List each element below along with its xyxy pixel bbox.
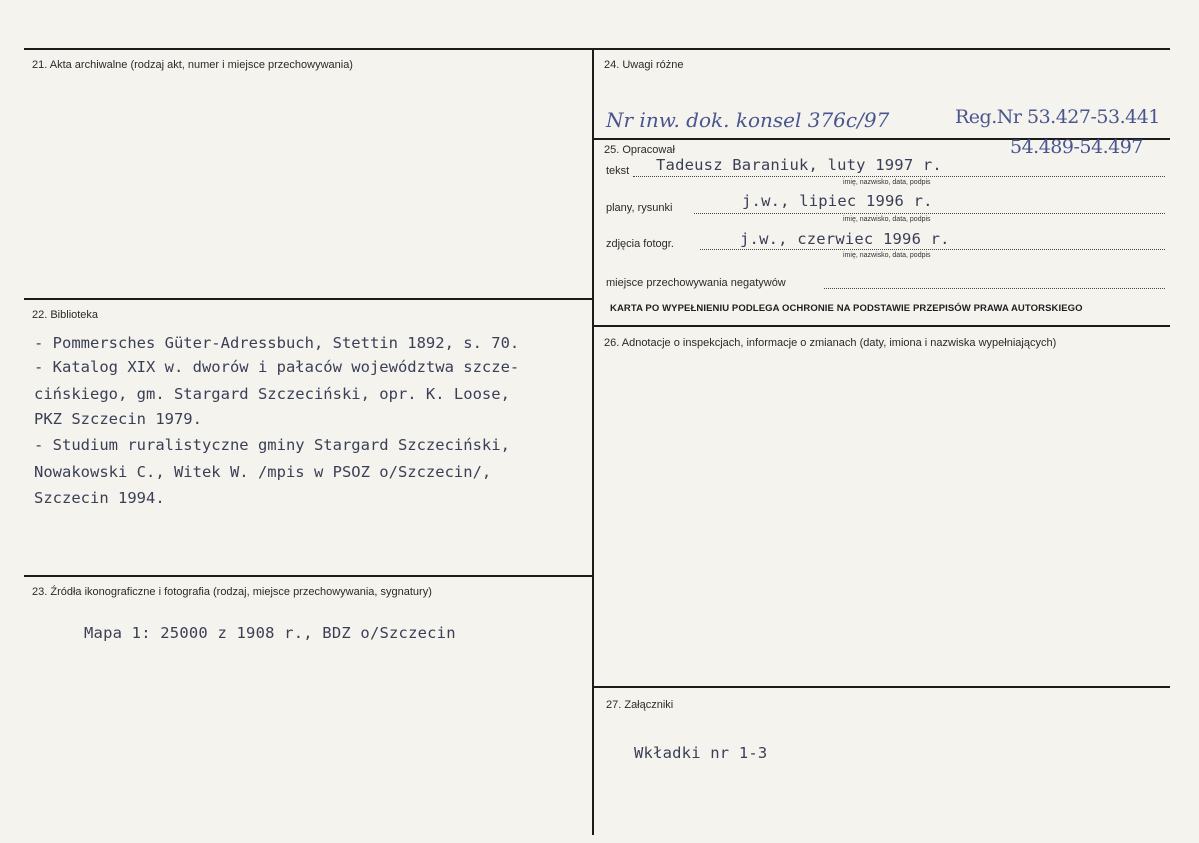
section-21-label: 21. Akta archiwalne (rodzaj akt, numer i miejsce przechowywania) (32, 59, 353, 71)
handwritten-inventory-note: Nr inw. dok. konsel 376c/97 (606, 108, 890, 132)
iconography-value: Mapa 1: 25000 z 1908 r., BDZ o/Szczecin (84, 624, 456, 642)
negatywy-dotted-line (824, 288, 1165, 289)
plany-label: plany, rysunki (606, 202, 673, 214)
plany-value: j.w., lipiec 1996 r. (742, 192, 933, 210)
zdjecia-value: j.w., czerwiec 1996 r. (740, 230, 950, 248)
negatywy-label: miejsce przechowywania negatywów (606, 277, 786, 289)
section-23-label: 23. Źródła ikonograficzne i fotografia (rodzaj, miejsce przechowywania, sygnatury) (32, 586, 432, 598)
bibliography-line: Nowakowski C., Witek W. /mpis w PSOZ o/Szczecin/, (34, 463, 492, 481)
divider-25-26 (593, 325, 1170, 327)
section-25-label: 25. Opracował (604, 144, 675, 156)
zdjecia-dotted-line (700, 249, 1165, 250)
copyright-note: KARTA PO WYPEŁNIENIU PODLEGA OCHRONIE NA PODSTAWIE PRZEPISÓW PRAWA AUTORSKIEGO (610, 303, 1083, 314)
bibliography-line: - Pommersches Güter-Adressbuch, Stettin 1892, s. 70. (34, 334, 520, 352)
tekst-dotted-line (633, 176, 1165, 177)
bibliography-line: - Katalog XIX w. dworów i pałaców województwa szcze- (34, 358, 520, 376)
section-26-label: 26. Adnotacje o inspekcjach, informacje o zmianach (daty, imiona i nazwiska wypełniających) (604, 337, 1057, 349)
zdjecia-caption: imię, nazwisko, data, podpis (843, 252, 931, 259)
handwritten-register-numbers-2: 54.489-54.497 (1010, 136, 1143, 158)
top-rule (24, 48, 1170, 50)
bibliography-line: Szczecin 1994. (34, 489, 165, 507)
section-22-label: 22. Biblioteka (32, 309, 99, 321)
tekst-caption: imię, nazwisko, data, podpis (843, 179, 931, 186)
bibliography-line: cińskiego, gm. Stargard Szczeciński, opr. K. Loose, (34, 385, 510, 403)
divider-22-23 (24, 575, 593, 577)
plany-dotted-line (694, 213, 1165, 214)
handwritten-register-numbers: Reg.Nr 53.427-53.441 (955, 106, 1160, 128)
bibliography-line: PKZ Szczecin 1979. (34, 410, 202, 428)
divider-26-27 (593, 686, 1170, 688)
bibliography-line: - Studium ruralistyczne gminy Stargard Szczeciński, (34, 436, 510, 454)
section-27-label: 27. Załączniki (606, 699, 674, 711)
zdjecia-label: zdjęcia fotogr. (606, 238, 674, 250)
tekst-label: tekst (606, 165, 630, 177)
plany-caption: imię, nazwisko, data, podpis (843, 216, 931, 223)
section-24-label: 24. Uwagi różne (604, 59, 684, 71)
divider-21-22 (24, 298, 593, 300)
center-divider (592, 48, 594, 835)
tekst-value: Tadeusz Baraniuk, luty 1997 r. (656, 156, 942, 174)
attachments-value: Wkładki nr 1-3 (634, 744, 768, 762)
